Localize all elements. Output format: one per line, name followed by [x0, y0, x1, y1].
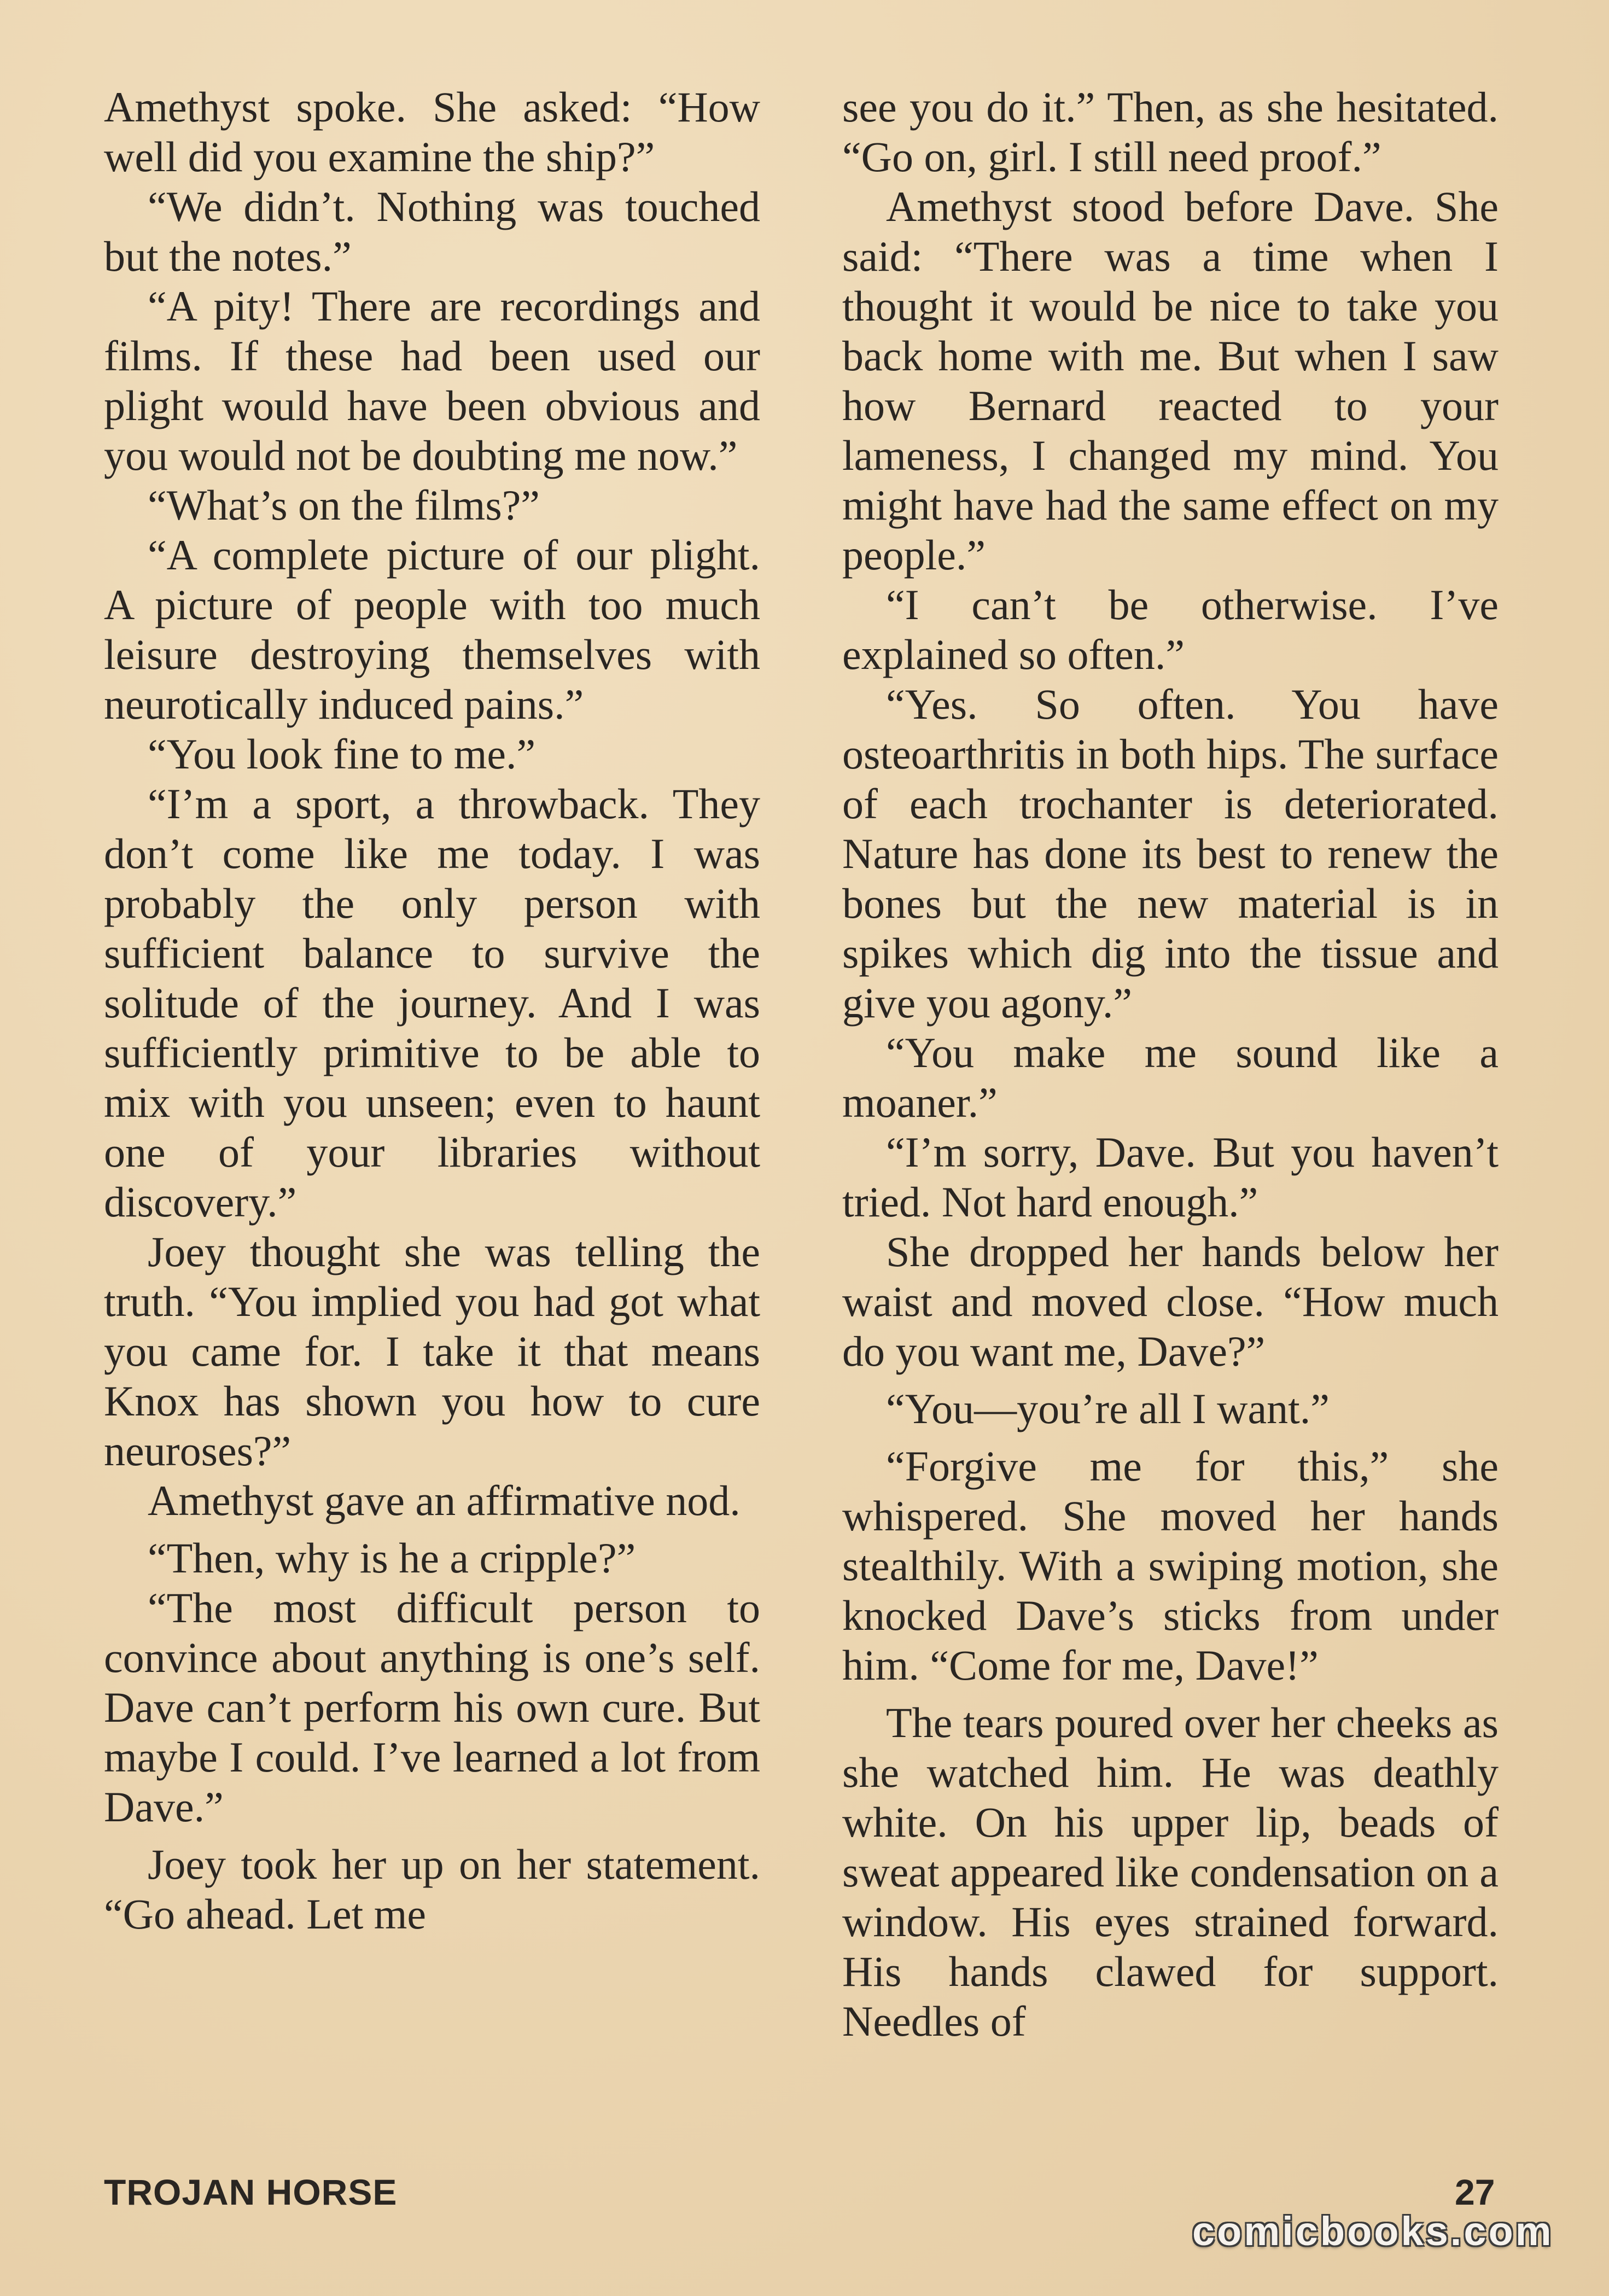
right-column: [842, 82, 1499, 2046]
paragraph: Amethyst spoke. She asked: “How well did you examine the ship?”: [104, 83, 760, 180]
left-column: [104, 82, 760, 1939]
paragraph: “I’m sorry, Dave. But you haven’t tried. Not hard enough.”: [842, 1128, 1499, 1226]
paragraph: Joey thought she was telling the truth. “You implied you had got what you came for. I take it that means Knox has shown you how to cure neuroses?”: [104, 1228, 760, 1475]
paragraph: “You—you’re all I want.”: [886, 1385, 1330, 1432]
paragraph: “The most difficult person to convince about anything is one’s self. Dave can’t perform his own cure. But maybe I could. I’ve learned a lot from Dave.”: [104, 1584, 760, 1831]
paragraph: “We didn’t. Nothing was touched but the notes.”: [104, 183, 760, 280]
paragraph: see you do it.” Then, as she hesitated. “Go on, girl. I still need proof.”: [842, 83, 1499, 180]
paragraph: “I can’t be otherwise. I’ve explained so often.”: [842, 581, 1499, 678]
paragraph: Amethyst gave an affirmative nod.: [148, 1477, 741, 1524]
page-number: 27: [1455, 2172, 1495, 2212]
paragraph: Joey took her up on her statement. “Go ahead. Let me: [104, 1840, 760, 1938]
paragraph: “I’m a sport, a throwback. They don’t come like me today. I was probably the only person with sufficient balance to survive the solitude of the journey. And I was sufficiently primitive to be able to mix with you unseen; even to haunt one of your libraries without discovery.”: [104, 780, 760, 1226]
paragraph: “What’s on the films?”: [148, 481, 540, 529]
paragraph: “A complete picture of our plight. A picture of people with too much leisure destroying themselves with neurotically induced pains.”: [104, 531, 760, 728]
paragraph: She dropped her hands below her waist and moved close. “How much do you want me, Dave?”: [842, 1228, 1499, 1375]
paragraph: “You make me sound like a moaner.”: [842, 1029, 1499, 1126]
paragraph: “Then, why is he a cripple?”: [148, 1534, 636, 1582]
paragraph: “A pity! There are recordings and films. If these had been used our plight would have been obvious and you would not be doubting me now.”: [104, 282, 760, 479]
paragraph: “Forgive me for this,” she whispered. She moved her hands stealthily. With a swiping motion, she knocked Dave’s sticks from under him. “Come for me, Dave!”: [842, 1442, 1499, 1689]
paragraph: Amethyst stood before Dave. She said: “There was a time when I thought it would be nice to take you back home with me. But when I saw how Bernard reacted to your lameness, I changed my mind. You might have had the same effect on my people.”: [842, 183, 1499, 579]
running-title: TROJAN HORSE: [104, 2172, 398, 2212]
paragraph: “Yes. So often. You have osteoarthritis in both hips. The surface of each trochanter is deteriorated. Nature has done its best to renew the bones but the new material is in spikes which dig into the tissue and give you agony.”: [842, 680, 1499, 1027]
watermark: comicbooks.com: [1192, 2208, 1554, 2254]
paragraph: “You look fine to me.”: [148, 730, 536, 778]
paragraph: The tears poured over her cheeks as she watched him. He was deathly white. On his upper lip, beads of sweat appeared like condensation on a window. His eyes strained forward. His hands clawed for support. Needles of: [842, 1699, 1499, 2045]
